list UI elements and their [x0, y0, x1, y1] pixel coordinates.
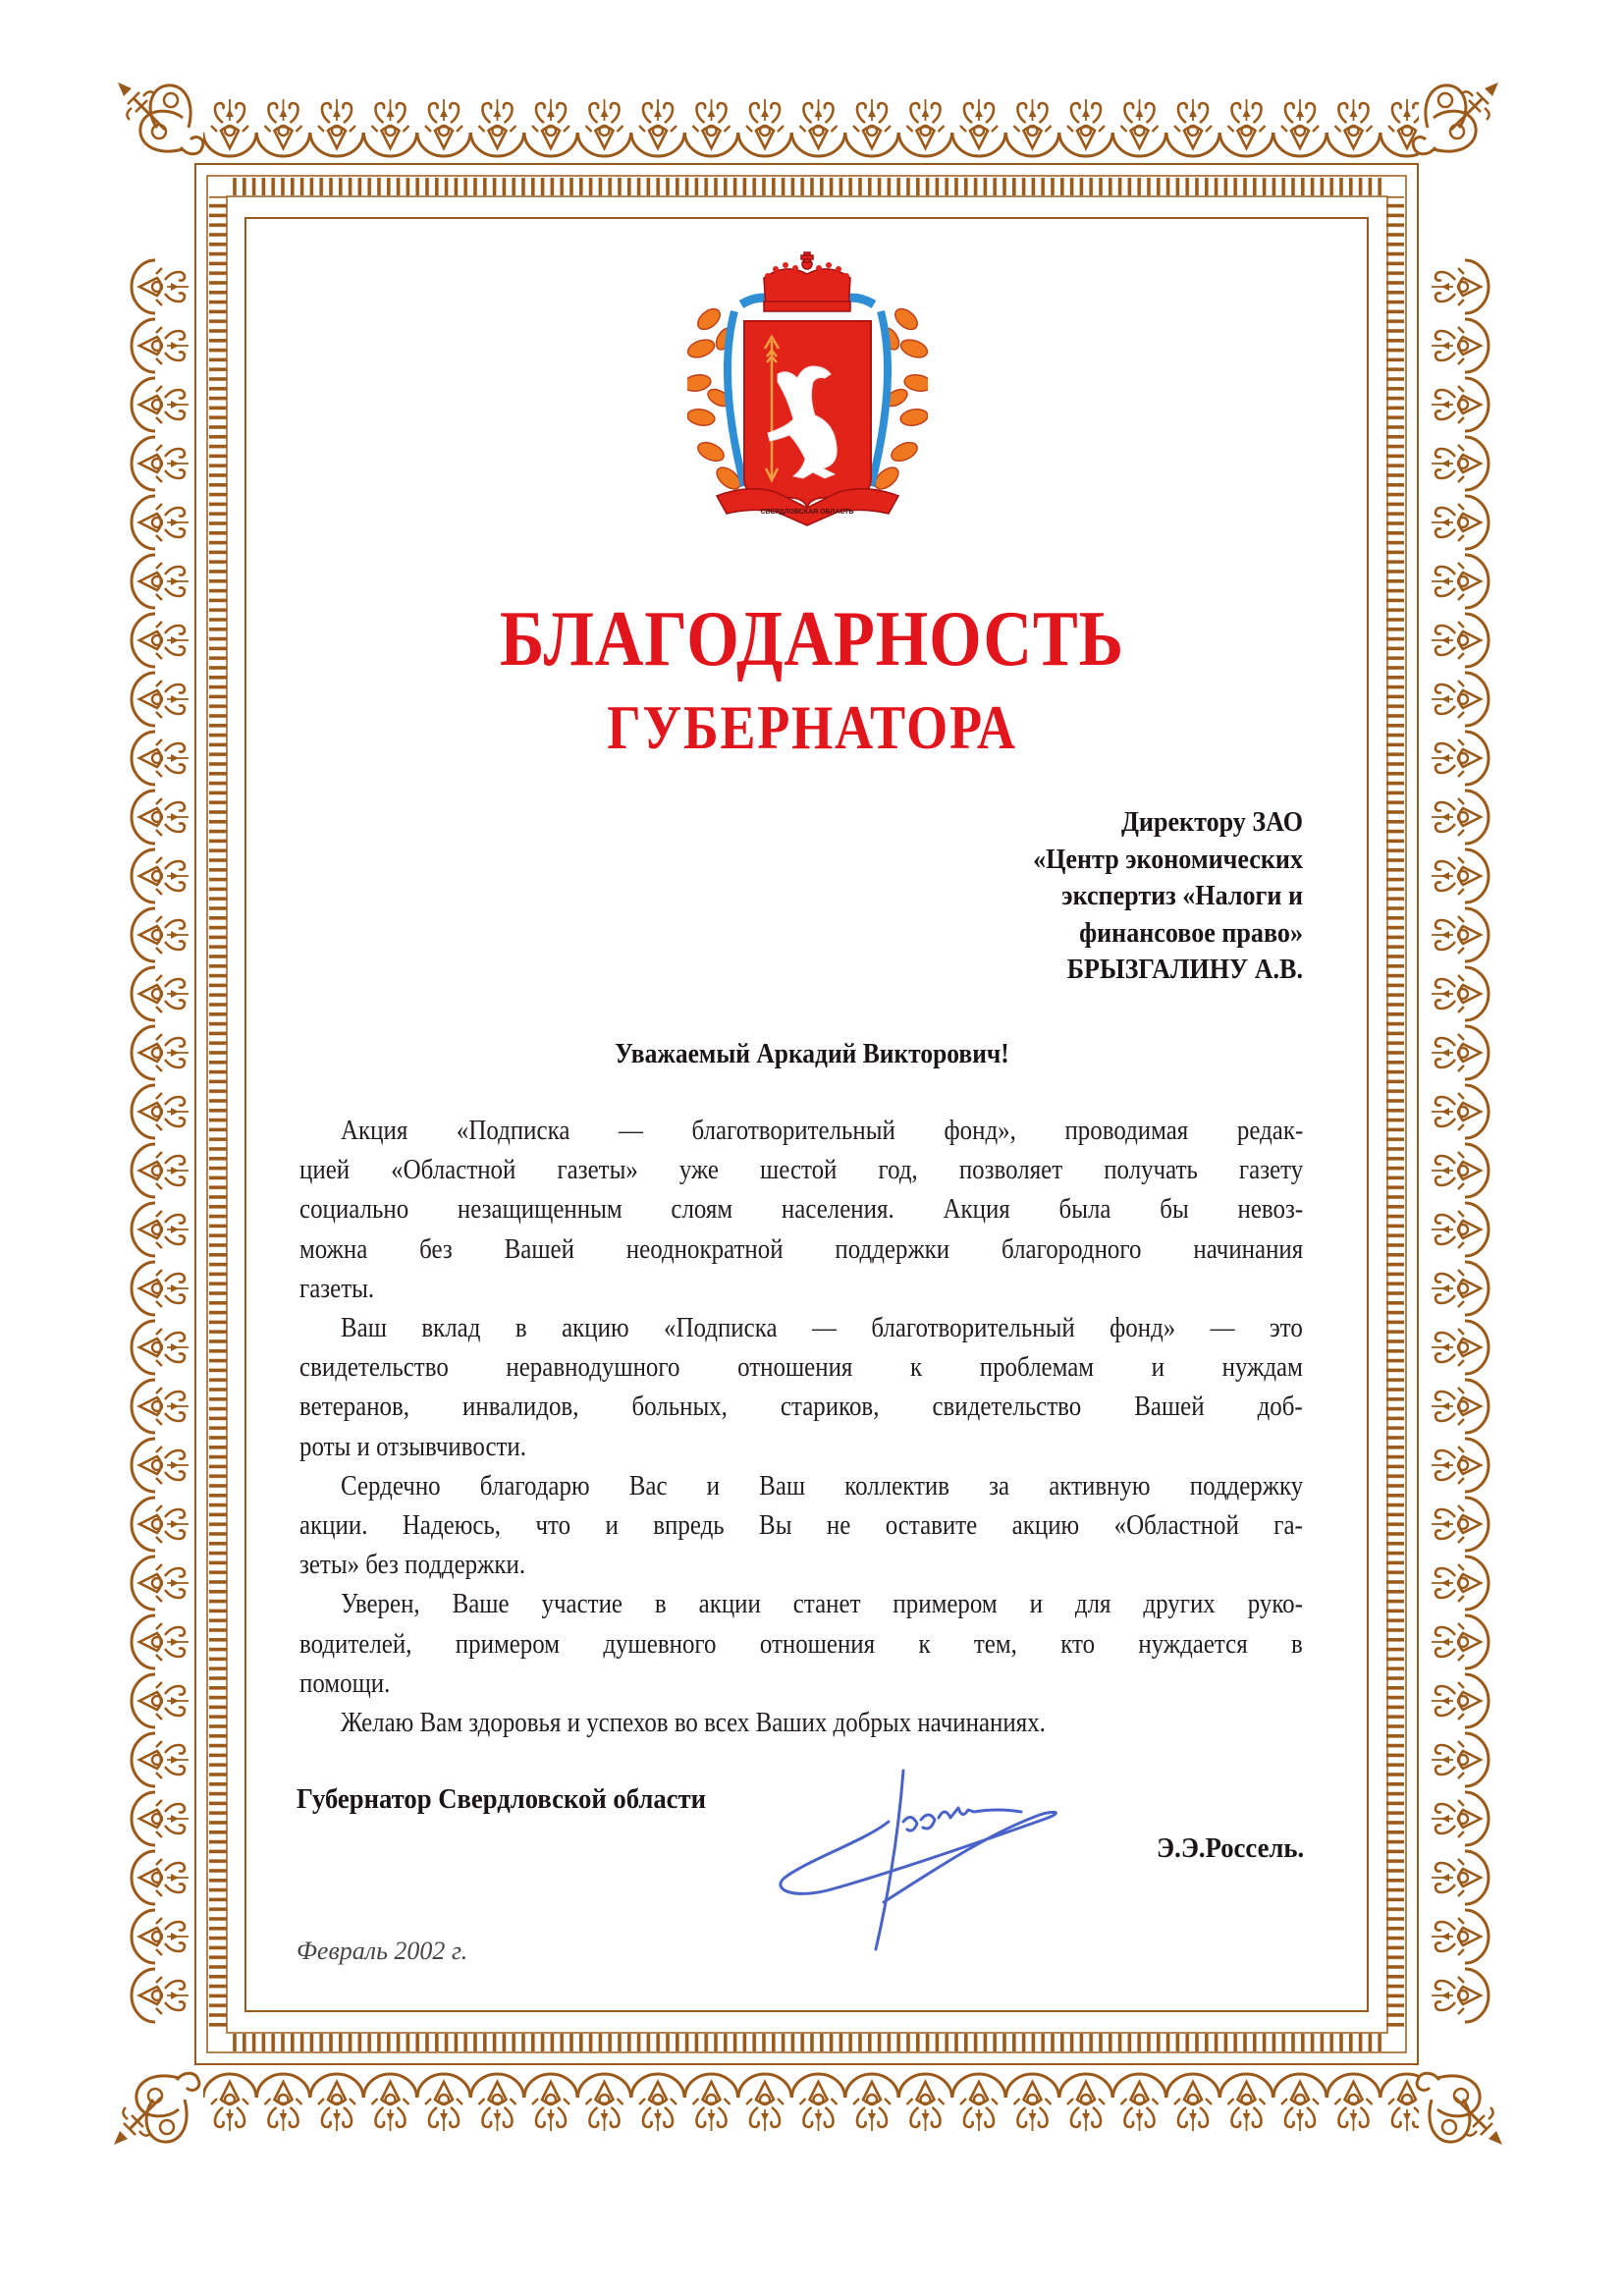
body-line: водителей, примером душевного отношения к тем, кто нуждается в: [299, 1627, 1303, 1660]
frame-corner-top-right: [1413, 82, 1498, 154]
frame-left-ornament: [126, 257, 194, 2025]
recipient-name: БРЫЗГАЛИНУ А.В.: [1066, 954, 1303, 985]
body-line: Желаю Вам здоровья и успехов во всех Ваших добрых начинаниях.: [341, 1707, 1046, 1739]
body-line: цией «Областной газеты» уже шестой год, позволяет получать газету: [299, 1154, 1304, 1186]
frame-hatch-left: [209, 196, 227, 2031]
signatory-position: Губернатор Свердловской области: [297, 1783, 707, 1815]
frame-corner-bottom-left: [114, 2073, 199, 2145]
frame-top-ornament: [203, 93, 1419, 162]
body-line: зеты» без поддержки.: [299, 1549, 526, 1581]
body-paragraph: [299, 1308, 1303, 1466]
document-date: Февраль 2002 г.: [297, 1937, 468, 1965]
frame-right-ornament: [1426, 257, 1494, 2025]
document-title: БЛАГОДАРНОСТЬ: [499, 596, 1125, 683]
document-subtitle: ГУБЕРНАТОРА: [607, 693, 1017, 762]
recipient-line: экспертиз «Налоги и: [1061, 880, 1303, 911]
frame-bottom-ornament: [203, 2068, 1419, 2137]
recipient-line: финансовое право»: [1079, 916, 1303, 949]
body-line: помощи.: [299, 1666, 391, 1699]
body-paragraph: [299, 1703, 1303, 1742]
recipient-line: Директору ЗАО: [1120, 806, 1303, 838]
frame-corner-bottom-right: [1417, 2073, 1502, 2145]
frame-corner-top-left: [118, 82, 203, 154]
crest-ribbon-text: СВЕРДЛОВСКАЯ ОБЛАСТЬ: [760, 509, 854, 516]
body-paragraph: [299, 1466, 1303, 1585]
body-line: Ваш вклад в акцию «Подписка — благотворительный фонд» — это: [341, 1312, 1303, 1344]
coat-of-arms-icon: [687, 250, 928, 530]
body-line: Акция «Подписка — благотворительный фонд», проводимая редак-: [341, 1115, 1304, 1146]
frame-hatch-top: [228, 178, 1386, 195]
signatory-name: Э.Э.Россель.: [1156, 1832, 1304, 1864]
frame-hatch-bottom: [228, 2034, 1386, 2051]
body-paragraph: [299, 1584, 1303, 1703]
body-paragraph: [299, 1111, 1303, 1308]
letter-body: [299, 1111, 1303, 1742]
body-line: газеты.: [299, 1272, 375, 1304]
frame-hatch-right: [1386, 196, 1404, 2031]
body-line: роты и отзывчивости.: [299, 1430, 527, 1462]
body-line: акции. Надеюсь, что и впредь Вы не оставите акцию «Областной га-: [299, 1509, 1303, 1542]
body-line: Уверен, Ваше участие в акции станет примером и для других руко-: [341, 1588, 1303, 1620]
recipient-block: [714, 804, 1303, 989]
body-line: Сердечно благодарю Вас и Ваш коллектив за активную поддержку: [341, 1469, 1304, 1502]
body-line: социально незащищенным слоям населения. Акция была бы невоз-: [299, 1193, 1304, 1226]
body-line: можна без Вашей неоднократной поддержки благородного начинания: [299, 1232, 1304, 1265]
body-line: свидетельство неравнодушного отношения к проблемам и нуждам: [299, 1351, 1303, 1384]
recipient-line: «Центр экономических: [1033, 843, 1303, 875]
greeting: Уважаемый Аркадий Викторович!: [615, 1038, 1009, 1069]
signature-icon: [766, 1763, 1139, 1954]
body-line: ветеранов, инвалидов, больных, стариков, свидетельство Вашей доб-: [299, 1391, 1303, 1423]
